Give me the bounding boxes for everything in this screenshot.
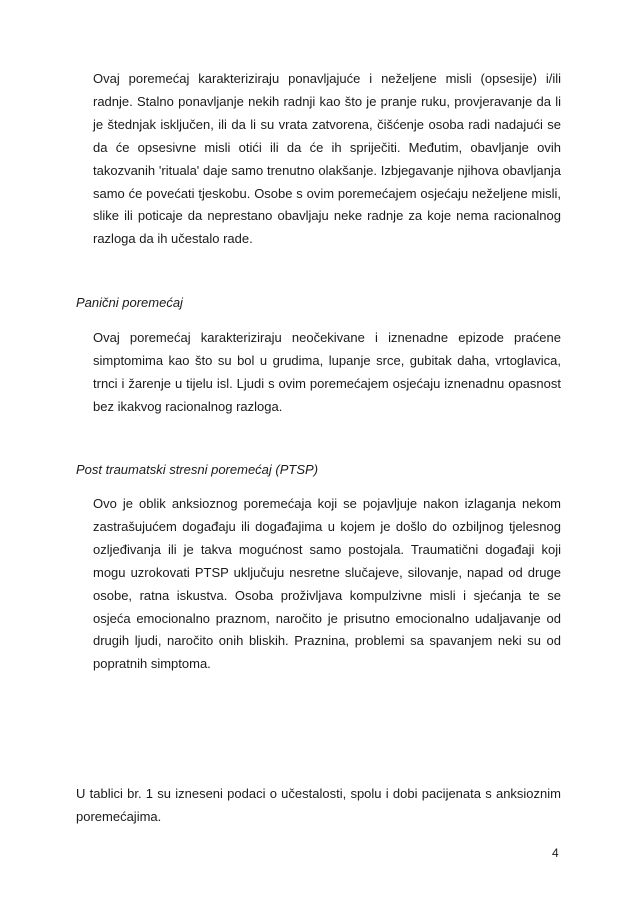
page-number: 4: [552, 846, 559, 860]
table-intro-paragraph: U tablici br. 1 su izneseni podaci o učestalosti, spolu i dobi pacijenata s anksioznim poremećajima.: [76, 786, 561, 824]
heading-panic-disorder: Panični poremećaj: [76, 295, 183, 310]
heading-ptsd: Post traumatski stresni poremećaj (PTSP): [76, 462, 319, 477]
ocd-paragraph: Ovaj poremećaj karakteriziraju ponavljajuće i neželjene misli (opsesije) i/ili radnje. Stalno ponavljanje nekih radnji kao što je pranje ruku, provjeravanje da li je štednjak isključen, ili da li su vrata zatvorena, čišćenje osoba radi nadajući se da će opsesivne misli otići ili da će ih spriječiti. Međutim, obavljanje ovih takozvanih 'rituala' daje samo trenutno olakšanje. Izbjegavanje njihova obavljanja samo će povećati tjeskobu. Osobe s ovim poremećajem osjećaju neželjene misli, slike ili poticaje da neprestano obavljaju neke radnje za koje nema racionalnog razloga da ih učestalo rade.: [93, 71, 561, 247]
panic-paragraph: Ovaj poremećaj karakteriziraju neočekivane i iznenadne epizode praćene simptomima kao što su bol u grudima, lupanje srce, gubitak daha, vrtoglavica, trnci i žarenje u tijelu isl. Ljudi s ovim poremećajem osjećaju iznenadnu opasnost bez ikakvog racionalnog razloga.: [93, 330, 561, 414]
ptsd-paragraph: Ovo je oblik anksioznog poremećaja koji se pojavljuje nakon izlaganja nekom zastrašujućem događaju ili događajima u kojem je došlo do ozbiljnog tjelesnog ozljeđivanja ili je takva mogućnost samo postojala. Traumatični događaji koji mogu uzrokovati PTSP uključuju nesretne slučajeve, silovanje, napad od druge osobe, ratna iskustva. Osoba proživljava kompulzivne misli i sjećanja te se osjeća emocionalno praznom, naročito je prisutno emocionalno udaljavanje od drugih ljudi, naročito onih bliskih. Praznina, problemi sa spavanjem neki su od popratnih simptoma.: [93, 496, 561, 672]
